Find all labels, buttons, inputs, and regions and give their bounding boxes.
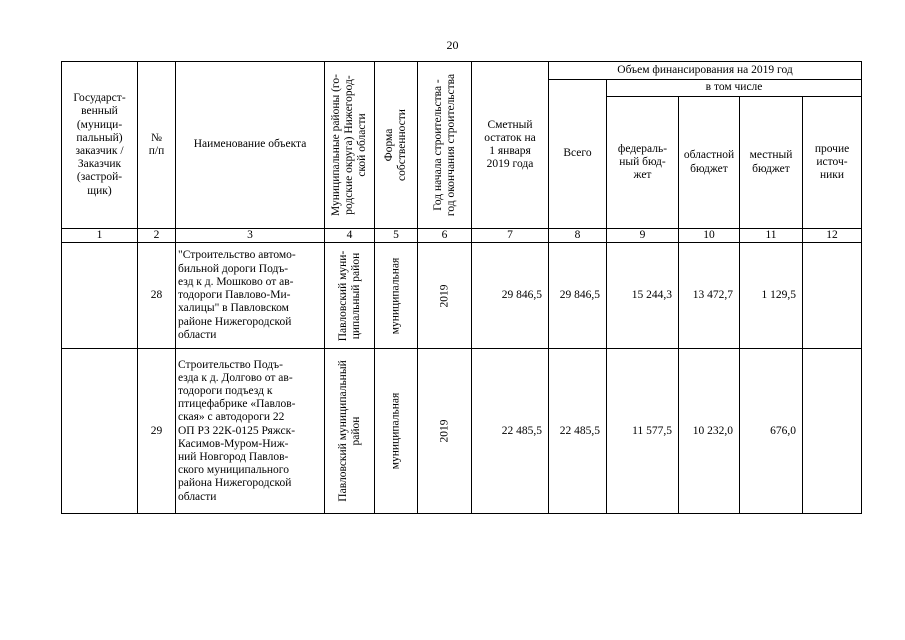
cell-customer [62,243,138,349]
financing-table [61,61,862,514]
cell-years: 2019 [418,349,472,514]
cell-regional: 10 232,0 [679,349,740,514]
cell-ownership: муниципальная [375,243,418,349]
column-number: 4 [325,229,375,243]
column-number: 9 [607,229,679,243]
cell-local: 676,0 [740,349,803,514]
cell-other [803,243,862,349]
cell-regional: 13 472,7 [679,243,740,349]
header-years: Год начала строительства - год окончания строительства [418,62,472,229]
table-row [62,243,862,349]
table-row [62,349,862,514]
cell-num: 29 [138,349,176,514]
column-number: 5 [375,229,418,243]
header-estimate: Сметный остаток на 1 января 2019 года [472,62,549,229]
column-number: 8 [549,229,607,243]
cell-object-name: Строительство Подъ- езда к д. Долгово от ав- тодороги подъезд к птицефабрике «Павлов- ская» с автодороги 22 ОП РЗ 22К-0125 Ряжск- Касимов-Муром-Ниж- ний Новгород Павлов- ского муниципального района Нижегородской области [176,349,325,514]
header-funding-group: Объем финансирования на 2019 год [549,62,862,80]
column-number: 10 [679,229,740,243]
header-object-name: Наименование объекта [176,62,325,229]
cell-ownership: муниципальная [375,349,418,514]
cell-district: Павловский муни- ципальный район [325,243,375,349]
cell-other [803,349,862,514]
column-number: 1 [62,229,138,243]
column-number: 2 [138,229,176,243]
cell-federal: 15 244,3 [607,243,679,349]
cell-federal: 11 577,5 [607,349,679,514]
cell-object-name: "Строительство автомо- бильной дороги Подъ- езд к д. Мошково от ав- тодороги Павлово-Ми- халицы" в Павловском районе Нижегородской области [176,243,325,349]
cell-district: Павловский муниципальный район [325,349,375,514]
cell-estimate: 29 846,5 [472,243,549,349]
header-local: местный бюджет [740,97,803,229]
column-number: 3 [176,229,325,243]
cell-years: 2019 [418,243,472,349]
header-other: прочие источ- ники [803,97,862,229]
header-num: № п/п [138,62,176,229]
header-regional: областной бюджет [679,97,740,229]
header-ownership: Форма собственности [375,62,418,229]
header-including: в том числе [607,80,862,97]
header-district: Муниципальные районы (го- родские округа) Нижегород- ской области [325,62,375,229]
page-number: 20 [446,38,459,52]
header-federal: федераль- ный бюд- жет [607,97,679,229]
column-number: 11 [740,229,803,243]
cell-num: 28 [138,243,176,349]
column-number: 12 [803,229,862,243]
header-customer: Государст- венный (муници- пальный) заказчик / Заказчик (застрой- щик) [62,62,138,229]
cell-customer [62,349,138,514]
cell-estimate: 22 485,5 [472,349,549,514]
column-number: 7 [472,229,549,243]
cell-local: 1 129,5 [740,243,803,349]
column-numbers-row [62,229,862,243]
cell-total: 22 485,5 [549,349,607,514]
cell-total: 29 846,5 [549,243,607,349]
header-total: Всего [549,80,607,229]
column-number: 6 [418,229,472,243]
